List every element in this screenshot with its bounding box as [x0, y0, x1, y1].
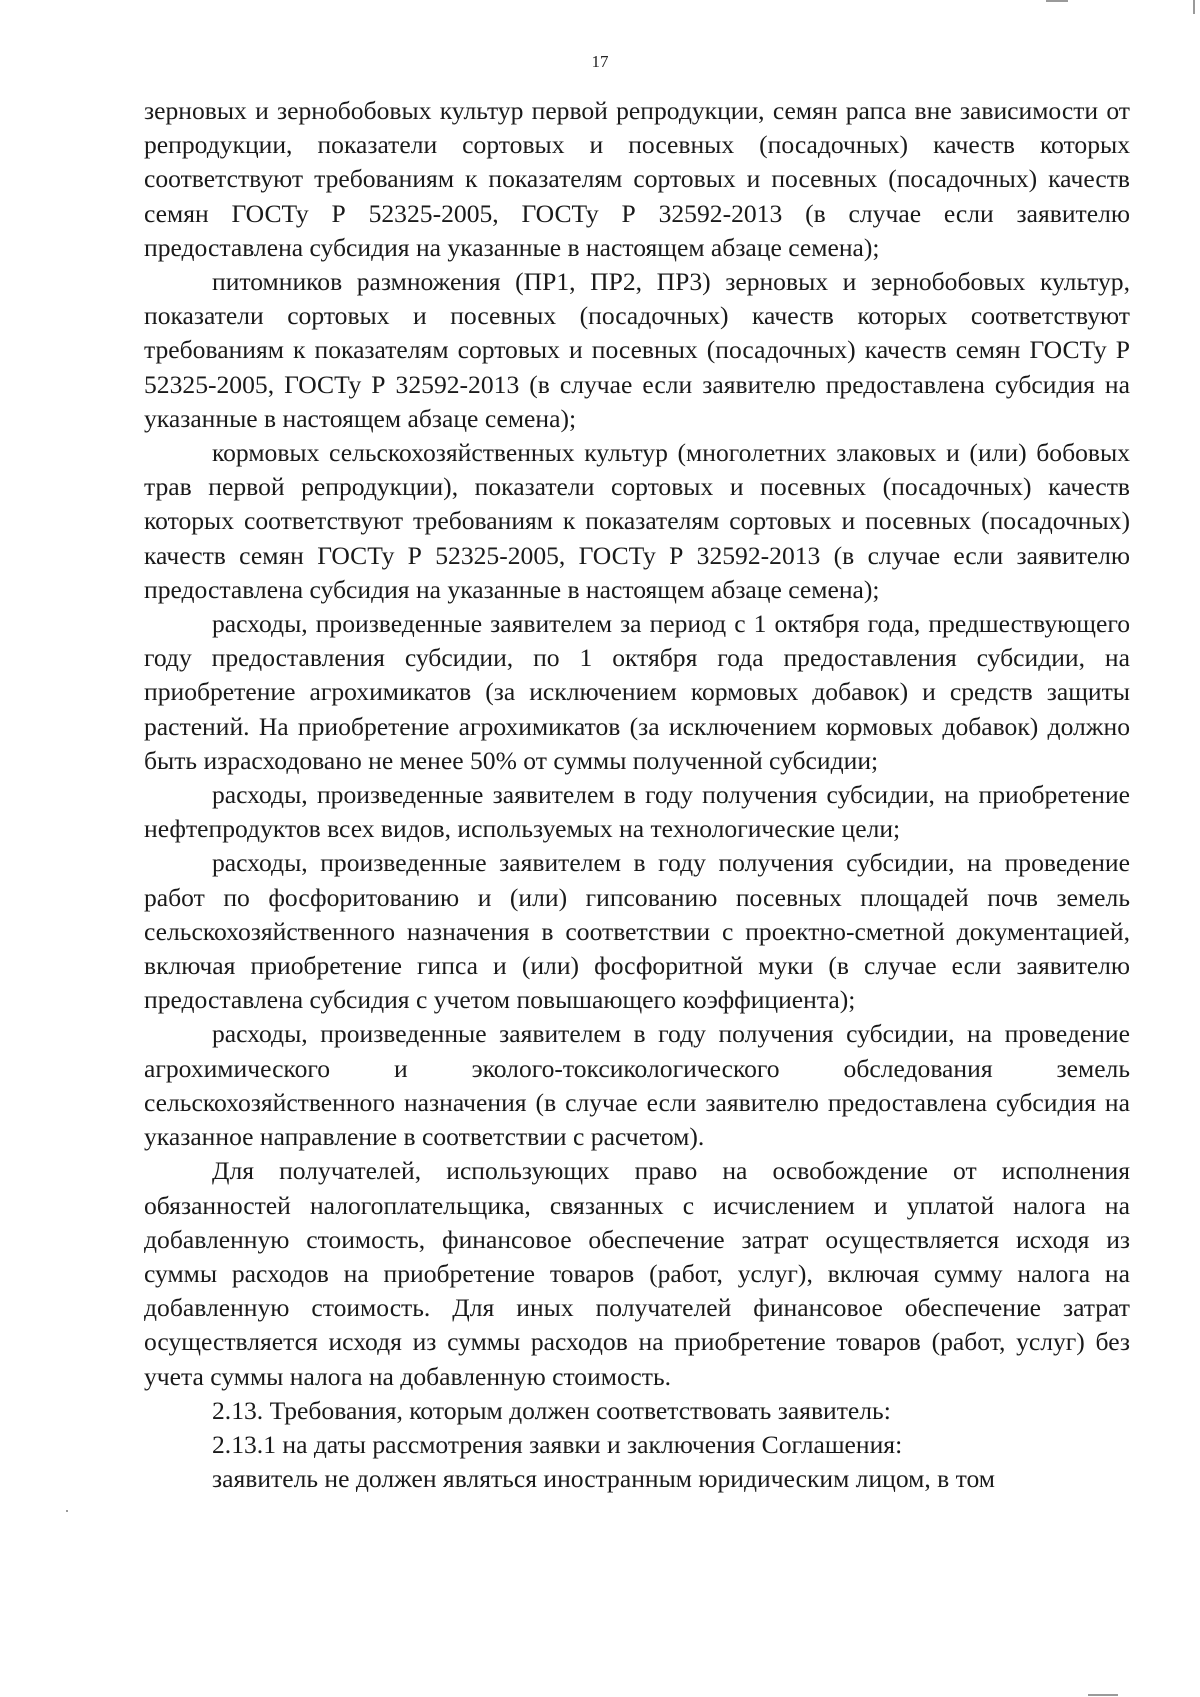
paragraph-oil-products: расходы, произведенные заявителем в году получения субсидии, на приобретение нефтепродуктов всех видов, используемых на технологические цели; — [144, 780, 1130, 844]
paragraph-phosphoriting: расходы, произведенные заявителем в году получения субсидии, на проведение работ по фосфоритованию и (или) гипсованию посевных площадей почв земель сельскохозяйственного назначения в соответствии с проектно-сметной документацией, включая приобретение гипса и (или) фосфоритной муки (в случае если заявителю предоставлена субсидия с учетом повышающего коэффициента); — [144, 848, 1130, 1015]
paragraph-agrochemical-survey: расходы, произведенные заявителем в году получения субсидии, на проведение агрохимического и эколого-токсикологического обследования земель сельскохозяйственного назначения (в случае если заявителю предоставлена субсидия на указанное направление в соответствии с расчетом). — [144, 1019, 1130, 1152]
paragraph-agrochemicals: расходы, произведенные заявителем за период с 1 октября года, предшествующего году предоставления субсидии, по 1 октября года предоставления субсидии, на приобретение агрохимикатов (за исключением кормовых добавок) и средств защиты растений. На приобретение агрохимикатов (за исключением кормовых добавок) должно быть израсходовано не менее 50% от суммы полученной субсидии; — [144, 609, 1130, 775]
scan-mark-right-edge — [1193, 0, 1195, 14]
paragraph-fodder-crops: кормовых сельскохозяйственных культур (многолетних злаковых и (или) бобовых трав первой репродукции), показатели сортовых и посевных (посадочных) качеств которых соответствуют требованиям к показателям сортовых и посевных (посадочных) качеств семян ГОСТу Р 52325-2005, ГОСТу Р 32592-2013 (в случае если заявителю предоставлена субсидия на указанные в настоящем абзаце семена); — [144, 438, 1130, 604]
document-body — [144, 94, 1130, 1496]
paragraph-section-2-13: 2.13. Требования, которым должен соответствовать заявитель: — [212, 1395, 891, 1425]
scan-mark-top-right — [1046, 0, 1068, 2]
scan-mark-left-dot — [66, 1510, 68, 1512]
paragraph-vat: Для получателей, использующих право на освобождение от исполнения обязанностей налогоплательщика, связанных с исчислением и уплатой налога на добавленную стоимость, финансовое обеспечение затрат осуществляется исходя из суммы расходов на приобретение товаров (работ, услуг), включая сумму налога на добавленную стоимость. Для иных получателей финансовое обеспечение затрат осуществляется исходя из суммы расходов на приобретение товаров (работ, услуг) без учета суммы налога на добавленную стоимость. — [144, 1156, 1130, 1391]
scan-mark-bottom-right — [1088, 1694, 1118, 1696]
page-number: 17 — [591, 52, 609, 71]
paragraph-section-2-13-1: 2.13.1 на даты рассмотрения заявки и заключения Соглашения: — [212, 1429, 903, 1459]
paragraph-foreign-entity: заявитель не должен являться иностранным юридическим лицом, в том — [212, 1464, 995, 1494]
paragraph-nurseries: питомников размножения (ПР1, ПР2, ПР3) зерновых и зернобобовых культур, показатели сортовых и посевных (посадочных) качеств которых соответствуют требованиям к показателям сортовых и посевных (посадочных) качеств семян ГОСТу Р 52325-2005, ГОСТу Р 32592-2013 (в случае если заявителю предоставлена субсидия на указанные в настоящем абзаце семена); — [144, 267, 1130, 433]
paragraph-seeds-grain: зерновых и зернобобовых культур первой репродукции, семян рапса вне зависимости от репродукции, показатели сортовых и посевных (посадочных) качеств которых соответствуют требованиям к показателям сортовых и посевных (посадочных) качеств семян ГОСТу Р 52325-2005, ГОСТу Р 32592-2013 (в случае если заявителю предоставлена субсидия на указанные в настоящем абзаце семена); — [144, 96, 1130, 262]
